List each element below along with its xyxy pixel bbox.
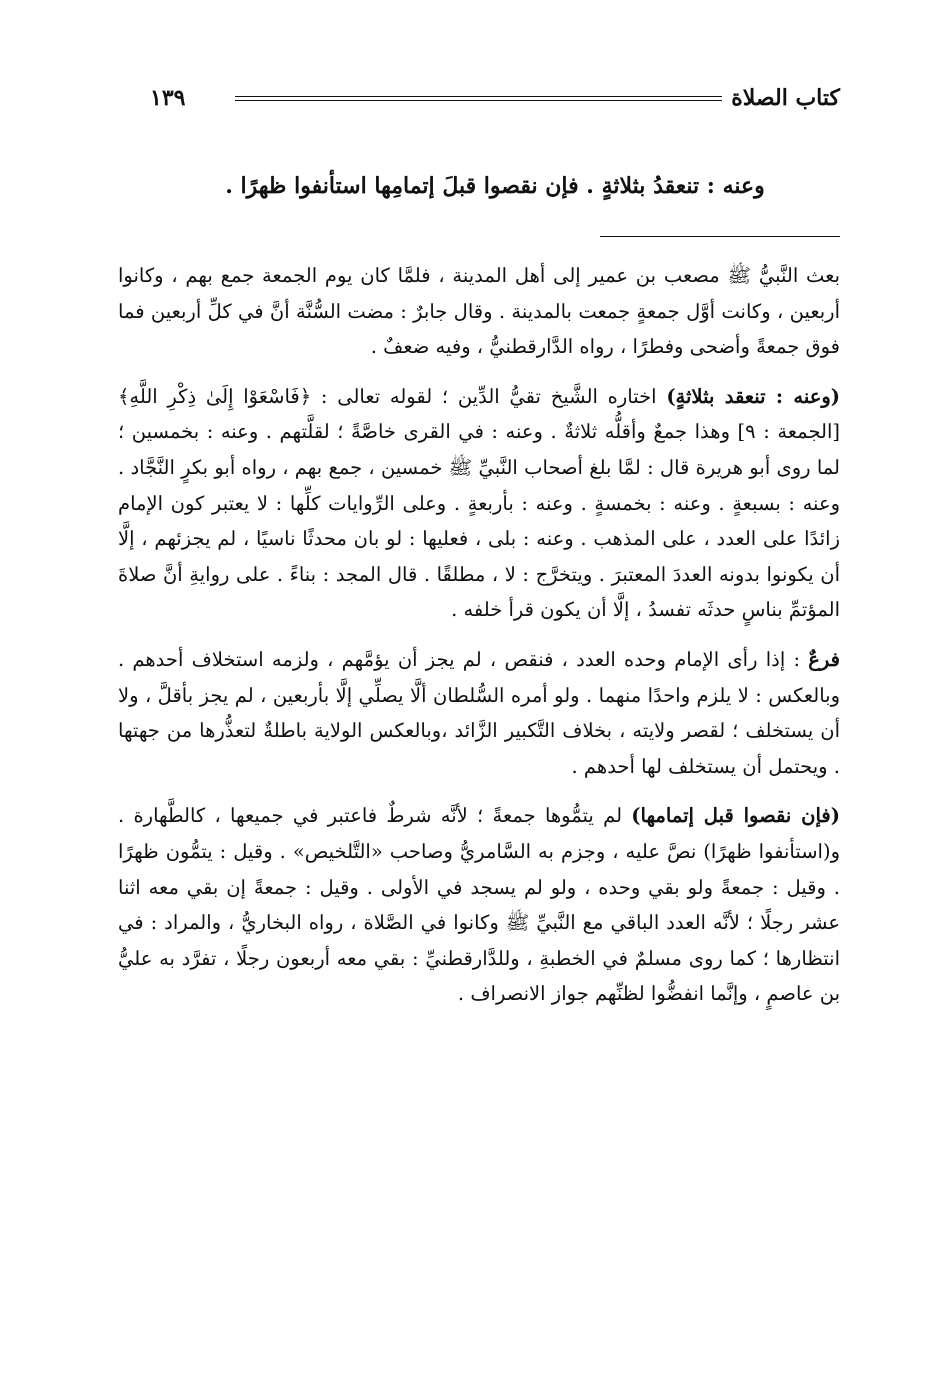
commentary-lead: (وعنه : تنعقد بثلاثةٍ): [666, 384, 840, 408]
commentary-text: لم يتمُّوها جمعةً ؛ لأنَّه شرطٌ فاعتبر في جميعها ، كالطَّهارة . و(استأنفوا ظهرًا) نصَّ عليه ، وجزم به السَّامريُّ وصاحب «التَّلخيص» . وقيل : يتمُّون ظهرًا . وقيل : جمعةً ولو بقي وحده ، ولو لم يسجد في الأولى . وقيل : جمعةً إن بقي معه اثنا عشر رجلًا ؛ لأنَّه العدد الباقي مع النَّبيِّ ﷺ وكانوا في الصَّلاة ، رواه البخاريُّ ، والمراد : في انتظارها ؛ كما روى مسلمٌ في الخطبةِ ، وللدَّارقطنيِّ : بقي معه أربعون رجلًا ، تفرَّد به عليُّ بن عاصمٍ ، وإنَّما انفضُّوا لظنِّهم جواز الانصراف .: [118, 804, 840, 1006]
matn-separator-rule: [600, 236, 840, 237]
paragraph-hadith: بعث النَّبيُّ ﷺ مصعب بن عمير إلى أهل المدينة ، فلمَّا كان يوم الجمعة جمع بهم ، وكانوا أربعين ، وكانت أوَّل جمعةٍ جمعت بالمدينة . وقال جابرٌ : مضت السُّنَّة أنَّ في كلِّ أربعين فما فوق جمعةً وأضحى وفطرًا ، رواه الدَّارقطنيُّ ، وفيه ضعفٌ .: [118, 264, 840, 359]
commentary-lead: (فإن نقصوا قبل إتمامها): [631, 804, 840, 828]
commentary-text: : إذا رأى الإمام وحده العدد ، فنقص ، لم يجز أن يؤمَّهم ، ولزمه استخلاف أحدهم . وبالعكس : لا يلزم واحدًا منهما . ولو أمره السُّلطان ألَّا يصلِّي إلَّا بأربعين ، لم يجز بأقلَّ ، ولا أن يستخلف ؛ لقصر ولايته ، بخلاف التَّكبير الزَّائد ،وبالعكس الولاية باطلةٌ لتعذُّرها من جهتها . ويحتمل أن يستخلف لها أحدهم .: [118, 647, 840, 778]
chapter-title: كتاب الصلاة: [731, 85, 840, 111]
body-text: [118, 258, 840, 1012]
running-head: [150, 78, 840, 118]
commentary-text: اختاره الشَّيخ تقيُّ الدِّين ؛ لقوله تعالى : ﴿فَاسْعَوْا إِلَىٰ ذِكْرِ اللَّهِ﴾ [الجمعة : ٩] وهذا جمعٌ وأقلُّه ثلاثةٌ . وعنه : في القرى خاصَّةً ؛ لقلَّتهم . وعنه : بخمسين ؛ لما روى أبو هريرة قال : لمَّا بلغ أصحاب النَّبيِّ ﷺ خمسين ، جمع بهم ، رواه أبو بكرٍ النَّجَّاد . وعنه : بسبعةٍ . وعنه : بخمسةٍ . وعنه : بأربعةٍ . وعلى الرِّوايات كلِّها : لا يعتبر كون الإمام زائدًا على العدد ، على المذهب . وعنه : بلى ، فعليها : لو بان محدثًا ناسيًا ، لم يجزئهم ، إلَّا أن يكونوا بدونه العددَ المعتبرَ . ويتخرَّج : لا ، مطلقًا . قال المجد : بناءً . على روايةِ أنَّ صلاةَ المؤتمِّ بناسٍ حدثَه تفسدُ ، إلَّا أن يكون قرأ خلفه .: [118, 384, 841, 622]
paragraph-commentary-3: [118, 798, 840, 1012]
header-rule-bottom: [235, 100, 722, 101]
paragraph-commentary-2: [118, 642, 840, 784]
commentary-lead: فرعٌ: [808, 647, 840, 671]
page-number: ١٣٩: [150, 85, 186, 111]
header-rule-top: [235, 96, 722, 97]
paragraph-commentary-1: [118, 379, 840, 628]
matn-text: وعنه : تنعقدُ بثلاثةٍ . فإن نقصوا قبلَ إتمامِها استأنفوا ظهرًا .: [225, 173, 765, 199]
